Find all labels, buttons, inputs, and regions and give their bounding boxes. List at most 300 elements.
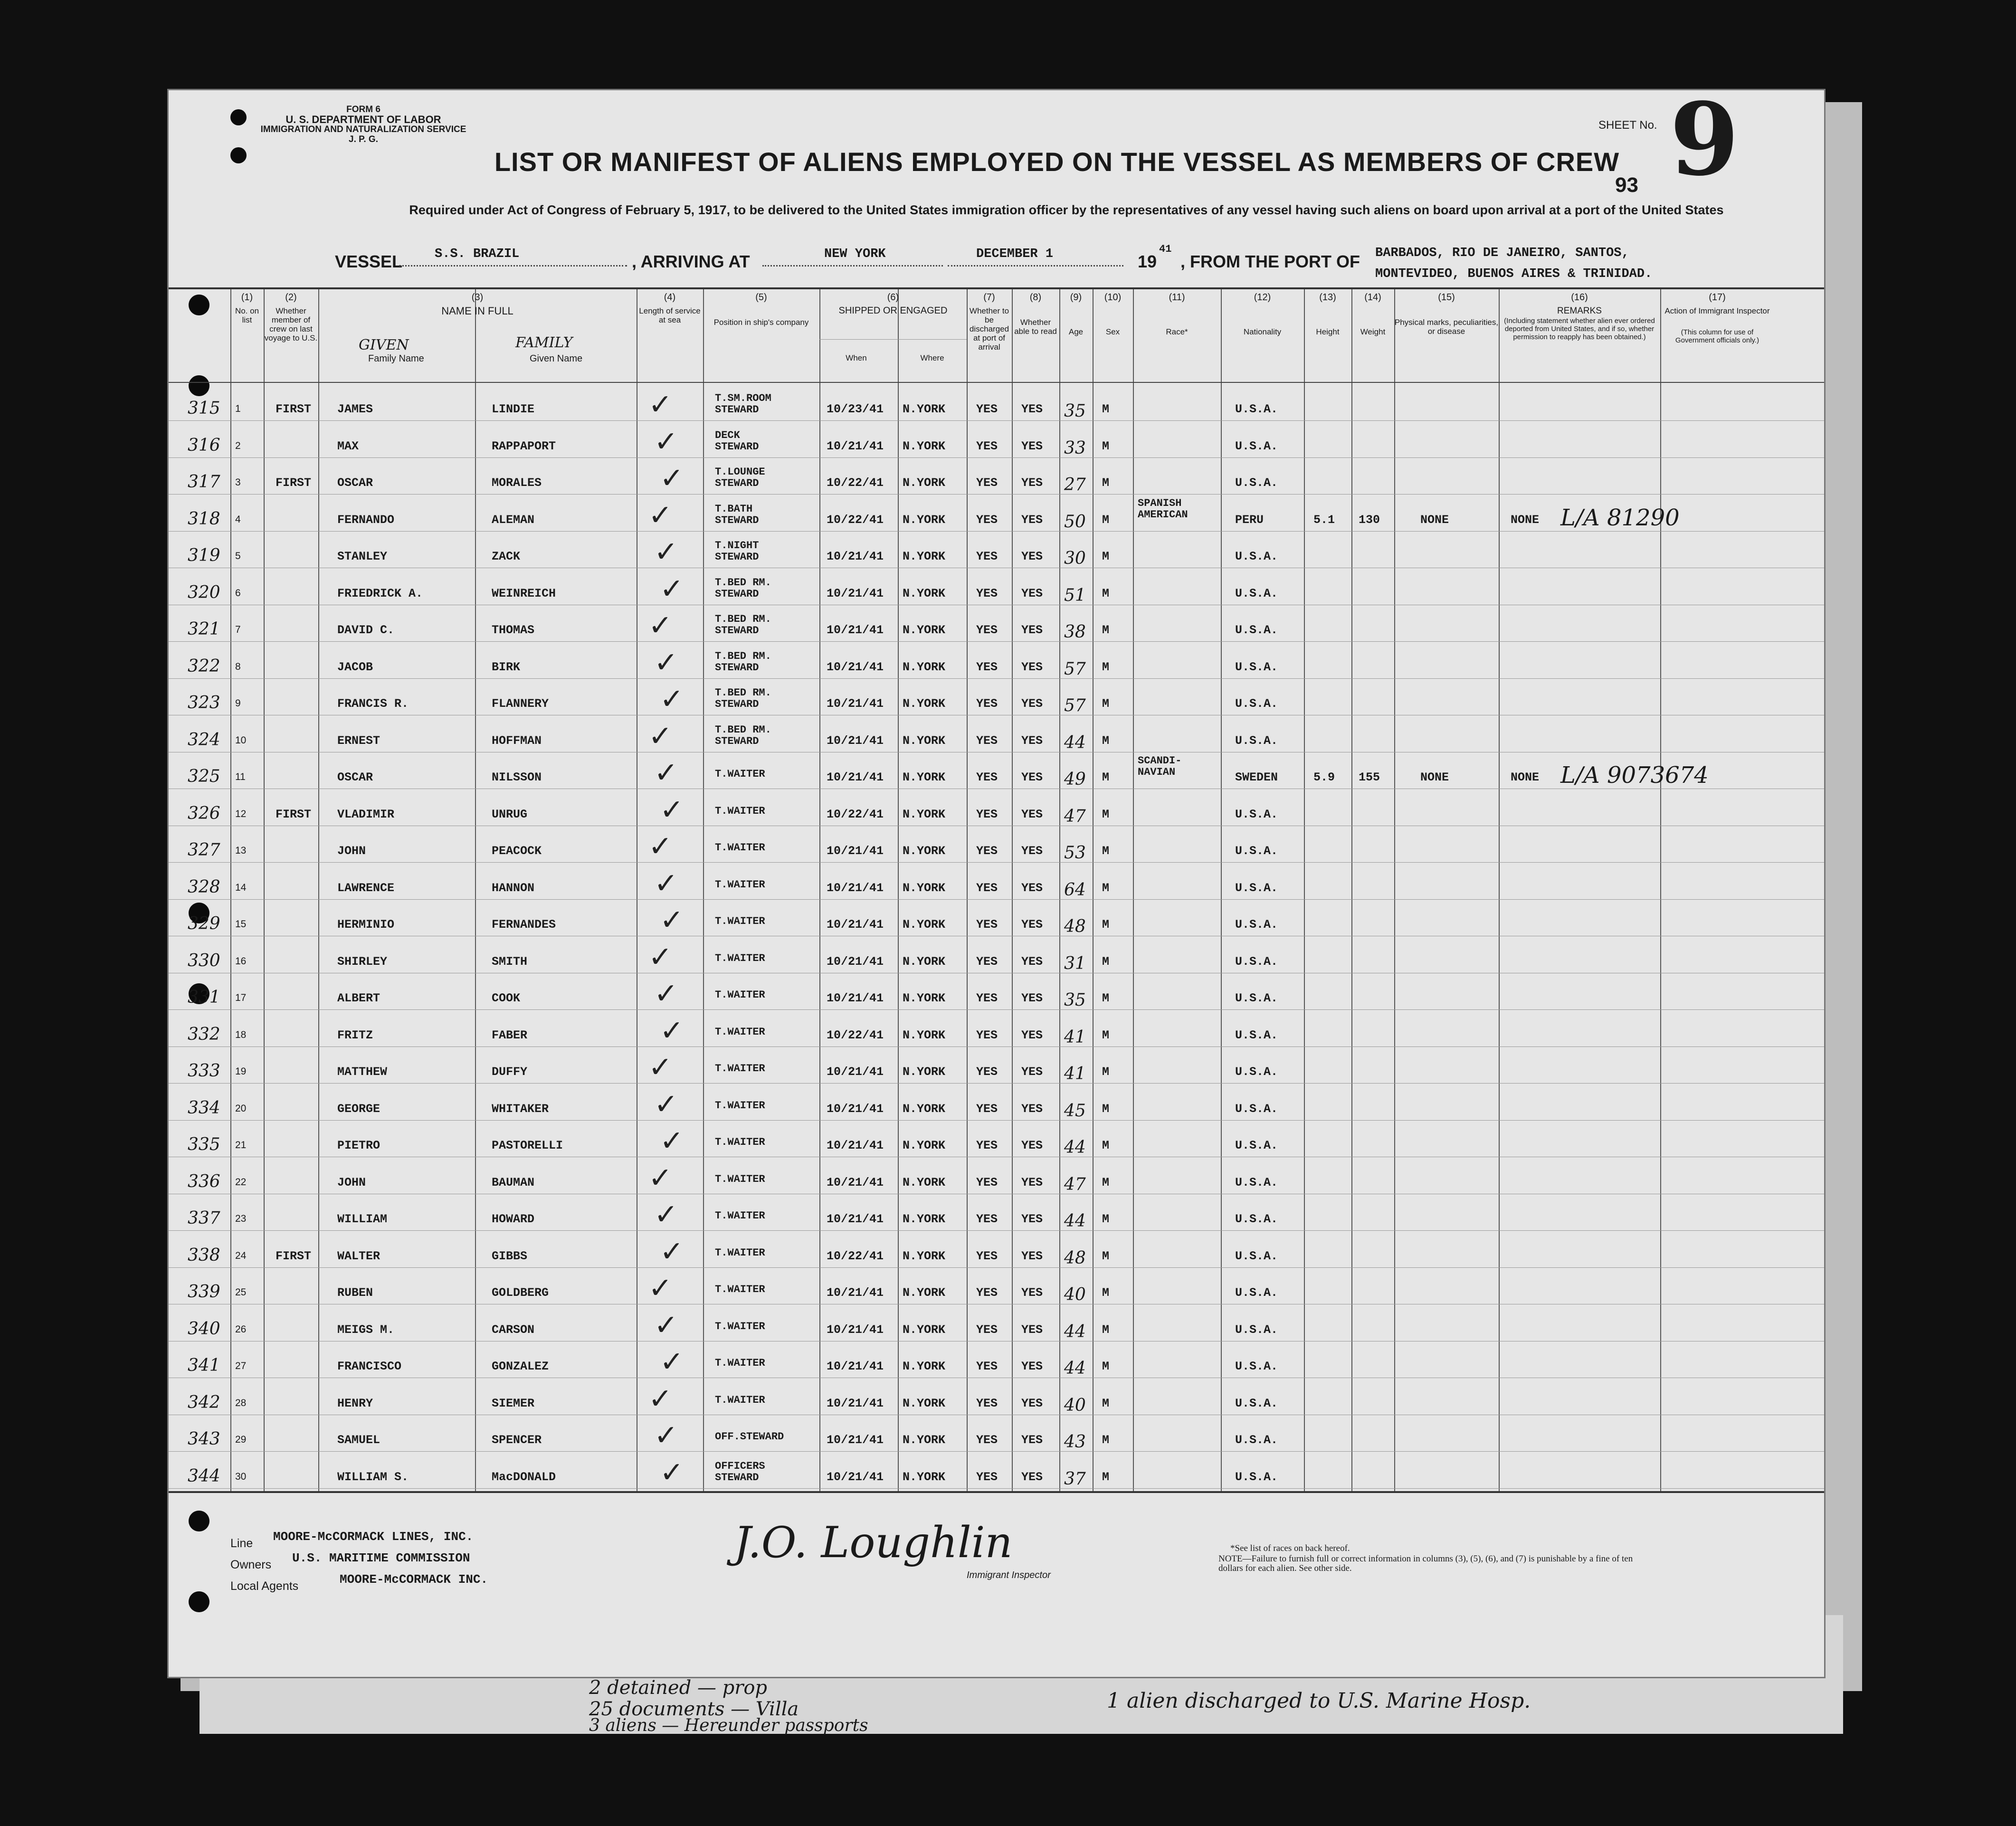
check-mark-icon: ✓	[660, 683, 684, 716]
nationality-cell: U.S.A.	[1235, 1322, 1278, 1337]
position-line-1: T.WAITER	[715, 1173, 765, 1185]
sex-cell: M	[1102, 1212, 1110, 1226]
nationality-cell: U.S.A.	[1235, 991, 1278, 1005]
page-number-cell: 329	[188, 914, 220, 933]
table-row	[169, 532, 1824, 568]
shipped-when-cell: 10/21/41	[827, 623, 884, 637]
age-cell: 44	[1064, 1211, 1086, 1231]
able-read-cell: YES	[1021, 807, 1043, 821]
member-cell: FIRST	[276, 1249, 312, 1263]
agents-value: MOORE-McCORMACK INC.	[340, 1572, 488, 1587]
physical-cell: NONE	[1420, 513, 1449, 527]
height-cell: 5.9	[1313, 770, 1335, 784]
age-cell: 40	[1064, 1395, 1086, 1415]
year-prefix: 19	[1138, 252, 1157, 271]
col-num-11: (11)	[1169, 292, 1185, 303]
position-cell	[715, 1395, 765, 1406]
sex-cell: M	[1102, 770, 1110, 784]
position-cell	[715, 430, 759, 453]
shipped-where-cell: N.YORK	[903, 513, 946, 527]
discharged-cell: YES	[976, 1322, 998, 1337]
check-mark-icon: ✓	[654, 1087, 678, 1121]
age-cell: 48	[1064, 917, 1086, 936]
age-cell: 37	[1064, 1469, 1086, 1489]
position-cell	[715, 1461, 765, 1484]
position-cell	[715, 614, 771, 637]
header-whether-member: Whether member of crew on last voyage to U.S.	[264, 306, 318, 342]
no-on-list-cell: 21	[235, 1140, 247, 1151]
check-mark-icon: ✓	[654, 977, 678, 1010]
page-number-cell: 317	[188, 472, 220, 492]
nationality-cell: U.S.A.	[1235, 697, 1278, 711]
able-read-cell: YES	[1021, 1396, 1043, 1410]
shipped-when-cell: 10/21/41	[827, 733, 884, 748]
sex-cell: M	[1102, 660, 1110, 674]
col-num-5: (5)	[755, 292, 767, 303]
position-line-2: STEWARD	[715, 698, 759, 710]
discharged-cell: YES	[976, 1175, 998, 1189]
sex-cell: M	[1102, 623, 1110, 637]
position-line-2: STEWARD	[715, 625, 759, 637]
manifest-sheet	[169, 81, 1824, 1677]
discharged-cell: YES	[976, 439, 998, 453]
position-line-1: T.NIGHT	[715, 540, 759, 552]
age-cell: 35	[1064, 401, 1086, 421]
able-read-cell: YES	[1021, 1470, 1043, 1484]
no-on-list-cell: 15	[235, 919, 247, 930]
discharged-cell: YES	[976, 1028, 998, 1042]
position-cell	[715, 1284, 765, 1295]
shipped-when-cell: 10/21/41	[827, 1396, 884, 1410]
nationality-cell: U.S.A.	[1235, 1286, 1278, 1300]
age-cell: 41	[1064, 1027, 1086, 1047]
discharged-cell: YES	[976, 1249, 998, 1263]
shipped-where-cell: N.YORK	[903, 1249, 946, 1263]
nationality-cell: U.S.A.	[1235, 550, 1278, 563]
position-cell	[715, 577, 771, 600]
sex-cell: M	[1102, 807, 1110, 821]
shipped-where-cell: N.YORK	[903, 1470, 946, 1484]
no-on-list-cell: 24	[235, 1250, 247, 1261]
position-line-1: T.SM.ROOM	[715, 392, 771, 404]
age-cell: 57	[1064, 659, 1086, 679]
position-line-1: T.WAITER	[715, 1320, 765, 1332]
check-mark-icon: ✓	[660, 572, 684, 606]
shipped-where-cell: N.YORK	[903, 1360, 946, 1373]
table-row	[169, 752, 1824, 789]
table-row	[169, 495, 1824, 532]
col-num-17: (17)	[1709, 292, 1726, 303]
table-row	[169, 458, 1824, 495]
check-mark-icon: ✓	[648, 940, 673, 974]
family-name-cell: FLANNERY	[492, 697, 549, 711]
nationality-cell: U.S.A.	[1235, 733, 1278, 748]
no-on-list-cell: 6	[235, 587, 241, 599]
family-name-cell: ZACK	[492, 550, 521, 563]
family-name-cell: RAPPAPORT	[492, 439, 556, 453]
position-cell	[715, 1247, 765, 1259]
nationality-cell: U.S.A.	[1235, 586, 1278, 600]
page-number-cell: 331	[188, 988, 220, 1007]
header-action-note: (This column for use of Government officials only.)	[1675, 328, 1759, 344]
given-name-cell: FRANCISCO	[337, 1360, 402, 1373]
page-number: 93	[1615, 173, 1638, 197]
discharged-cell: YES	[976, 1286, 998, 1300]
position-line-2: STEWARD	[715, 588, 759, 600]
requirement-text: Required under Act of Congress of February 5, 1917, to be delivered to the United States immigration officer by the representatives of any vessel having such aliens on board upon arrival at a port of the United States	[409, 203, 1724, 217]
sex-cell: M	[1102, 733, 1110, 748]
position-cell	[715, 1321, 765, 1332]
check-mark-icon: ✓	[648, 388, 673, 421]
action-cell: L/A 81290	[1560, 504, 1680, 531]
able-read-cell: YES	[1021, 513, 1043, 527]
shipped-where-cell: N.YORK	[903, 881, 946, 895]
family-name-cell: FABER	[492, 1028, 528, 1042]
position-line-2: STEWARD	[715, 440, 759, 453]
table-row	[169, 1084, 1824, 1121]
given-handwritten: GIVEN	[359, 337, 409, 353]
weight-cell: 130	[1359, 513, 1380, 527]
position-line-1: T.BED RM.	[715, 687, 771, 699]
able-read-cell: YES	[1021, 844, 1043, 858]
discharged-cell: YES	[976, 660, 998, 674]
shipped-where-cell: N.YORK	[903, 1433, 946, 1447]
able-read-cell: YES	[1021, 1028, 1043, 1042]
owners-value: U.S. MARITIME COMMISSION	[292, 1551, 470, 1565]
sheet-number-label: SHEET No.	[1598, 119, 1657, 132]
races-note: *See list of races on back hereof.	[1230, 1543, 1350, 1553]
nationality-cell: U.S.A.	[1235, 1065, 1278, 1079]
page-number-cell: 340	[188, 1319, 220, 1339]
sex-cell: M	[1102, 1249, 1110, 1263]
age-cell: 51	[1064, 585, 1086, 605]
check-mark-icon: ✓	[648, 609, 673, 642]
sex-cell: M	[1102, 1322, 1110, 1337]
line-label: Line	[230, 1537, 253, 1550]
annotation-left-2: 25 documents — Villa	[589, 1698, 799, 1720]
initials: J. P. G.	[349, 134, 378, 144]
sex-cell: M	[1102, 1065, 1110, 1079]
family-name-cell: CARSON	[492, 1322, 535, 1337]
page-title: LIST OR MANIFEST OF ALIENS EMPLOYED ON THE VESSEL AS MEMBERS OF CREW	[494, 147, 1620, 177]
col-num-7: (7)	[983, 292, 995, 303]
page-number-cell: 325	[188, 767, 220, 786]
family-name-cell: HANNON	[492, 881, 535, 895]
shipped-when-cell: 10/21/41	[827, 1212, 884, 1226]
nationality-cell: SWEDEN	[1235, 770, 1278, 784]
no-on-list-cell: 9	[235, 698, 241, 709]
position-line-1: T.BED RM.	[715, 613, 771, 625]
header-discharged: Whether to be discharged at port of arrival	[969, 306, 1009, 352]
race-cell	[1138, 755, 1181, 778]
age-cell: 31	[1064, 953, 1086, 973]
shipped-where-cell: N.YORK	[903, 660, 946, 674]
shipped-where-cell: N.YORK	[903, 586, 946, 600]
page-number-cell: 342	[188, 1392, 220, 1412]
nationality-cell: U.S.A.	[1235, 918, 1278, 932]
discharged-cell: YES	[976, 1212, 998, 1226]
shipped-when-cell: 10/21/41	[827, 1322, 884, 1337]
table-row	[169, 789, 1824, 826]
no-on-list-cell: 20	[235, 1103, 247, 1114]
able-read-cell: YES	[1021, 402, 1043, 416]
page-number-cell: 323	[188, 693, 220, 713]
table-row	[169, 642, 1824, 679]
punch-hole	[189, 1511, 209, 1531]
age-cell: 35	[1064, 990, 1086, 1010]
position-cell	[715, 842, 765, 854]
nationality-cell: U.S.A.	[1235, 1175, 1278, 1189]
position-cell	[715, 1027, 765, 1038]
nationality-cell: U.S.A.	[1235, 1102, 1278, 1116]
shipped-where-cell: N.YORK	[903, 550, 946, 563]
nationality-cell: U.S.A.	[1235, 1139, 1278, 1152]
line-value: MOORE-McCORMACK LINES, INC.	[273, 1530, 474, 1544]
page-number-cell: 337	[188, 1208, 220, 1228]
family-name-cell: BIRK	[492, 660, 521, 674]
header-divider	[169, 382, 1824, 383]
able-read-cell: YES	[1021, 439, 1043, 453]
position-line-1: OFFICERS	[715, 1460, 765, 1472]
check-mark-icon: ✓	[660, 1124, 684, 1158]
shipped-when-cell: 10/21/41	[827, 770, 884, 784]
nationality-cell: U.S.A.	[1235, 954, 1278, 969]
discharged-cell: YES	[976, 1470, 998, 1484]
arrival-date: DECEMBER 1	[976, 247, 1054, 261]
position-line-1: T.WAITER	[715, 1394, 765, 1406]
page-number-cell: 333	[188, 1061, 220, 1081]
discharged-cell: YES	[976, 918, 998, 932]
family-name-cell: GIBBS	[492, 1249, 528, 1263]
discharged-cell: YES	[976, 1065, 998, 1079]
no-on-list-cell: 3	[235, 477, 241, 488]
position-cell	[715, 687, 771, 710]
position-line-1: DECK	[715, 429, 740, 441]
given-name-cell: ALBERT	[337, 991, 380, 1005]
table-row	[169, 1231, 1824, 1268]
position-line-1: T.WAITER	[715, 768, 765, 780]
sex-cell: M	[1102, 844, 1110, 858]
able-read-cell: YES	[1021, 733, 1043, 748]
family-name-cell: SPENCER	[492, 1433, 542, 1447]
able-read-cell: YES	[1021, 1249, 1043, 1263]
able-read-cell: YES	[1021, 1065, 1043, 1079]
table-row	[169, 1268, 1824, 1304]
nationality-cell: U.S.A.	[1235, 660, 1278, 674]
position-line-2: STEWARD	[715, 551, 759, 563]
remarks-cell: NONE	[1511, 770, 1540, 784]
page-number-cell: 330	[188, 951, 220, 970]
discharged-cell: YES	[976, 954, 998, 969]
table-row	[169, 1379, 1824, 1415]
family-name-cell: WEINREICH	[492, 586, 556, 600]
table-row	[169, 937, 1824, 973]
date-underline	[948, 265, 1123, 266]
able-read-cell: YES	[1021, 1433, 1043, 1447]
service-name: IMMIGRATION AND NATURALIZATION SERVICE	[260, 124, 466, 134]
table-row	[169, 679, 1824, 715]
position-line-1: T.BED RM.	[715, 723, 771, 736]
no-on-list-cell: 29	[235, 1434, 247, 1445]
age-cell: 45	[1064, 1101, 1086, 1121]
owners-label: Owners	[230, 1558, 272, 1571]
able-read-cell: YES	[1021, 918, 1043, 932]
check-mark-icon: ✓	[660, 1235, 684, 1268]
page-number-cell: 338	[188, 1245, 220, 1265]
annotation-left-1: 2 detained — prop	[589, 1677, 768, 1699]
family-name-cell: LINDIE	[492, 402, 535, 416]
position-line-1: T.WAITER	[715, 1099, 765, 1112]
page-number-cell: 324	[188, 730, 220, 750]
shipped-when-cell: 10/21/41	[827, 1433, 884, 1447]
shipped-where-cell: N.YORK	[903, 991, 946, 1005]
discharged-cell: YES	[976, 476, 998, 490]
page-number-cell: 315	[188, 399, 220, 418]
sex-cell: M	[1102, 954, 1110, 969]
family-name-cell: PASTORELLI	[492, 1139, 563, 1152]
page-number-cell: 326	[188, 803, 220, 823]
discharged-cell: YES	[976, 770, 998, 784]
given-name-cell: LAWRENCE	[337, 881, 395, 895]
page-number-cell: 318	[188, 509, 220, 529]
no-on-list-cell: 30	[235, 1471, 247, 1482]
position-line-2: STEWARD	[715, 735, 759, 747]
given-name-cell: JOHN	[337, 844, 366, 858]
arriving-label: , ARRIVING AT	[632, 252, 750, 271]
position-cell	[715, 1137, 765, 1148]
position-cell	[715, 540, 759, 563]
family-name-cell: SMITH	[492, 954, 528, 969]
age-cell: 44	[1064, 1138, 1086, 1157]
header-where: Where	[920, 353, 944, 362]
crew-table	[169, 287, 1824, 1493]
header-age: Age	[1068, 327, 1084, 336]
shipped-where-cell: N.YORK	[903, 770, 946, 784]
position-cell	[715, 1063, 765, 1075]
table-row	[169, 1341, 1824, 1378]
sex-cell: M	[1102, 1139, 1110, 1152]
shipped-where-cell: N.YORK	[903, 697, 946, 711]
member-cell: FIRST	[276, 807, 312, 821]
shipped-when-cell: 10/21/41	[827, 881, 884, 895]
given-name-cell: FERNANDO	[337, 513, 395, 527]
given-name-cell: HENRY	[337, 1396, 373, 1410]
shipped-where-cell: N.YORK	[903, 1396, 946, 1410]
shipped-where-cell: N.YORK	[903, 623, 946, 637]
position-line-1: T.BATH	[715, 503, 753, 515]
age-cell: 57	[1064, 696, 1086, 715]
check-mark-icon: ✓	[654, 646, 678, 679]
position-cell	[715, 724, 771, 747]
family-name-cell: PEACOCK	[492, 844, 542, 858]
table-row	[169, 973, 1824, 1010]
table-row	[169, 826, 1824, 863]
table-row	[169, 1010, 1824, 1047]
age-cell: 30	[1064, 549, 1086, 568]
position-line-1: T.WAITER	[715, 1026, 765, 1038]
shipped-when-cell: 10/22/41	[827, 807, 884, 821]
position-cell	[715, 806, 765, 817]
given-name-cell: DAVID C.	[337, 623, 395, 637]
age-cell: 44	[1064, 1359, 1086, 1378]
table-row	[169, 421, 1824, 458]
arriving-port: NEW YORK	[824, 247, 886, 261]
family-name-cell: MORALES	[492, 476, 542, 490]
shipped-when-cell: 10/22/41	[827, 1249, 884, 1263]
table-row	[169, 1452, 1824, 1489]
given-name-cell: OSCAR	[337, 476, 373, 490]
departure-ports-line-2: MONTEVIDEO, BUENOS AIRES & TRINIDAD.	[1375, 267, 1653, 281]
family-name-cell: UNRUG	[492, 807, 528, 821]
position-line-1: OFF.STEWARD	[715, 1431, 784, 1443]
shipped-when-cell: 10/21/41	[827, 844, 884, 858]
department-heading	[240, 105, 487, 144]
check-mark-icon: ✓	[660, 1014, 684, 1047]
shipped-when-cell: 10/22/41	[827, 1028, 884, 1042]
header-remarks-title: REMARKS	[1557, 306, 1602, 316]
no-on-list-cell: 18	[235, 1029, 247, 1040]
shipped-when-cell: 10/22/41	[827, 476, 884, 490]
discharged-cell: YES	[976, 733, 998, 748]
col-num-10: (10)	[1104, 292, 1122, 303]
col-num-13: (13)	[1319, 292, 1336, 303]
position-line-1: T.LOUNGE	[715, 466, 765, 478]
position-line-1: T.WAITER	[715, 1136, 765, 1148]
no-on-list-cell: 17	[235, 992, 247, 1003]
shipped-when-cell: 10/21/41	[827, 697, 884, 711]
position-line-1: T.WAITER	[715, 952, 765, 964]
no-on-list-cell: 8	[235, 661, 241, 672]
no-on-list-cell: 11	[235, 771, 246, 782]
nationality-cell: U.S.A.	[1235, 1360, 1278, 1373]
member-cell: FIRST	[276, 476, 312, 490]
check-mark-icon: ✓	[648, 1272, 673, 1305]
shipped-when-cell: 10/21/41	[827, 660, 884, 674]
age-cell: 27	[1064, 475, 1086, 495]
able-read-cell: YES	[1021, 1175, 1043, 1189]
position-line-2: STEWARD	[715, 1471, 759, 1484]
no-on-list-cell: 19	[235, 1066, 247, 1077]
given-name-cell: FRITZ	[337, 1028, 373, 1042]
no-on-list-cell: 13	[235, 845, 247, 856]
check-mark-icon: ✓	[648, 498, 673, 532]
position-cell	[715, 916, 765, 927]
no-on-list-cell: 12	[235, 808, 247, 819]
discharged-cell: YES	[976, 586, 998, 600]
department-name: U. S. DEPARTMENT OF LABOR	[285, 114, 441, 125]
shipped-when-cell: 10/21/41	[827, 550, 884, 563]
discharged-cell: YES	[976, 807, 998, 821]
given-name-cell: MEIGS M.	[337, 1322, 395, 1337]
discharged-cell: YES	[976, 1139, 998, 1152]
family-name-cell: COOK	[492, 991, 521, 1005]
able-read-cell: YES	[1021, 770, 1043, 784]
sex-cell: M	[1102, 1175, 1110, 1189]
header-family-name: Given Name	[530, 353, 583, 364]
discharged-cell: YES	[976, 881, 998, 895]
header-remarks: (Including statement whether alien ever ordered deported from United States, and if so, whether permission to reapply has been obtained.)	[1504, 317, 1655, 341]
no-on-list-cell: 10	[235, 734, 247, 746]
shipped-when-cell: 10/21/41	[827, 1286, 884, 1300]
able-read-cell: YES	[1021, 623, 1043, 637]
discharged-cell: YES	[976, 402, 998, 416]
check-mark-icon: ✓	[648, 1051, 673, 1084]
header-when: When	[846, 353, 867, 362]
age-cell: 44	[1064, 1322, 1086, 1341]
sheet-number: 9	[1670, 81, 1740, 198]
sex-cell: M	[1102, 1286, 1110, 1300]
given-name-cell: HERMINIO	[337, 918, 395, 932]
